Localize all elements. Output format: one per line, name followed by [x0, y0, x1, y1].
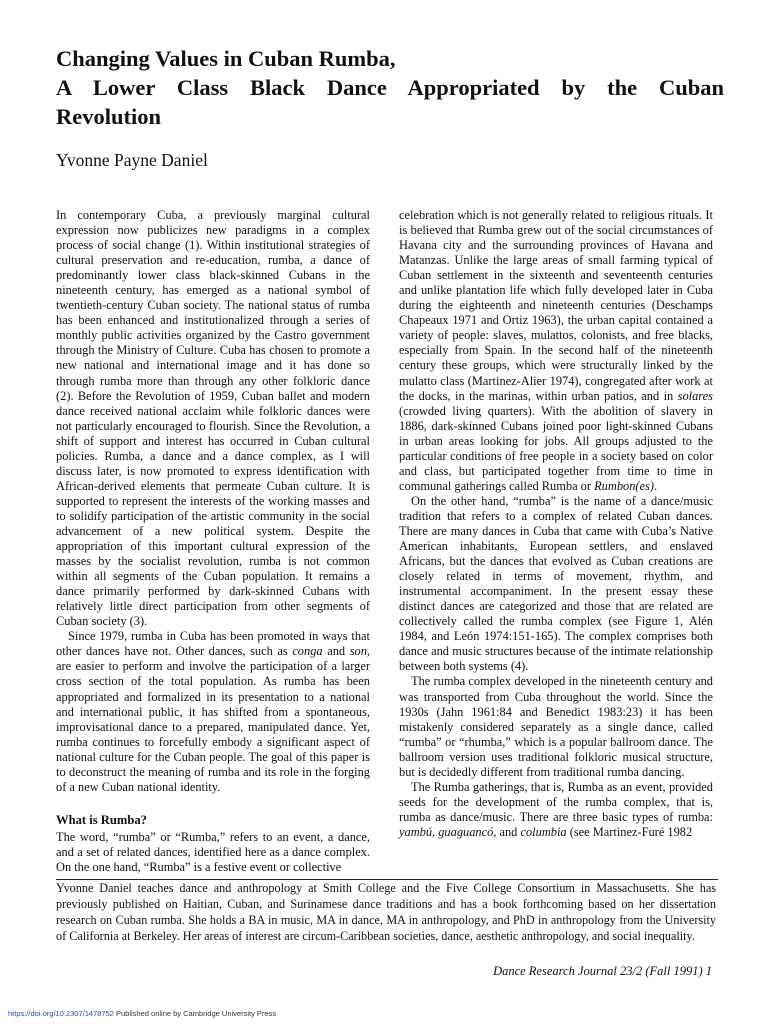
text-run: (see Martinez-Furé 1982	[566, 824, 693, 839]
title-line-2: A Lower Class Black Dance Appropriated by the Cuban	[56, 75, 724, 100]
text-run: and	[322, 644, 350, 659]
italic-term: son	[349, 644, 367, 659]
text-run: Since 1979, rumba in Cuba has been promoted in ways that other dances have not. Other dances, such as	[56, 629, 370, 659]
paragraph: On the other hand, “rumba” is the name of a dance/music tradition that refers to a complex of related Cuban dances. There are many dances in Cuba that came with Cuba’s Native American inhabitants, European settlers, and enslaved Africans, but the dances that evolved as Cuban creations are closely related in terms of movement, rhythm, and instrumental accompaniment. In the present essay these distinct dances are categorized and those that are related are collectively called the rumba complex (see Figure 1, Alén 1984, and León 1974:151-165). The complex comprises both dance and music structures because of the intimate relationship between both systems (4).	[399, 493, 713, 674]
text-run: celebration which is not generally related to religious rituals. It is believed that Rumba grew out of the social circumstances of Havana city and the surrounding provinces of Havana and Matanzas. Unlike the large areas of small farming typical of Cuban settlement in the sixteenth and seventeenth centuries and unlike plantation life which fully developed later in Cuba during the eighteenth and nineteenth centuries (Deschamps Chapeaux 1971 and Ortiz 1963), the urban capital contained a variety of people: slaves, mulattos, colonists, and free blacks, especially from Spain. In the second half of the nineteenth century these groups, which were structurally linked by the mulatto class (Martinez-Alier 1974), congregated after work at the docks, in the marinas, within urban patios, and in	[399, 208, 713, 403]
publisher-note: Published online by Cambridge University Press	[113, 1009, 277, 1018]
body-column-right	[399, 208, 713, 840]
paragraph	[56, 629, 370, 795]
title-line-3: Revolution	[56, 104, 162, 129]
paragraph	[399, 208, 713, 494]
paragraph	[399, 780, 713, 840]
paragraph: The rumba complex developed in the nineteenth century and was transported from Cuba throughout the world. Since the 1930s (Jahn 1961:84 and Benedict 1983:23) it has been mistakenly considered separately as a single dance, called “rumba” or “rhumba,” which is a popular ballroom dance. The ballroom version uses traditional folkloric musical structure, but is decidedly different from traditional rumba dancing.	[399, 674, 713, 779]
italic-term: solares	[677, 388, 713, 403]
italic-term: columbia	[520, 824, 567, 839]
italic-term: conga	[292, 644, 323, 659]
text-run: The Rumba gatherings, that is, Rumba as an event, provided seeds for the development of the rumba complex, that is, rumba as dance/music. There are three basic types of rumba:	[399, 779, 713, 824]
author-name: Yvonne Payne Daniel	[56, 150, 208, 170]
doi-line	[8, 1009, 276, 1018]
title-line-1: Changing Values in Cuban Rumba,	[56, 46, 396, 71]
text-run: .	[653, 478, 658, 493]
body-column-left	[56, 208, 370, 875]
section-heading: What is Rumba?	[56, 812, 147, 827]
article-title	[56, 44, 724, 131]
text-run: and	[496, 824, 521, 839]
text-run: , are easier to perform and involve the participation of a larger cross section of the total population. As rumba has been appropriated and formalized in its presentation to a national and international public, it has shifted from a spontaneous, improvisational dance to a prepared, manipulated dance. Yet, rumba continues to forcefully embody a significant aspect of national culture for the Cuban people. The goal of this paper is to deconstruct the meaning of rumba and its role in the forging of a new Cuban national identity.	[56, 644, 371, 794]
text-run: (crowded living quarters). With the abolition of slavery in 1886, dark-skinned Cubans joined poor light-skinned Cubans in urban areas looking for jobs. All groups adjusted to the particular conditions of free people in a society based on color and class, but participated together from time to time in communal gatherings called Rumba or	[399, 403, 713, 493]
author-footnote: Yvonne Daniel teaches dance and anthropology at Smith College and the Five College Consortium in Massachusetts. She has previously published on Haitian, Cuban, and Surinamese dance traditions and has a book forthcoming based on her dissertation research on Cuban rumba. She holds a BA in music, MA in dance, MA in anthropology, and PhD in anthropology from the University of California at Berkeley. Her areas of interest are circum-Caribbean societies, dance, aesthetic anthropology, and social inequality.	[56, 881, 716, 943]
journal-reference: Dance Research Journal 23/2 (Fall 1991) 1	[493, 964, 712, 978]
paragraph: The word, “rumba” or “Rumba,” refers to an event, a dance, and a set of related dances, identified here as a dance complex. On the one hand, “Rumba” is a festive event or collective	[56, 829, 370, 874]
italic-term: Rumbon(es)	[594, 478, 654, 493]
paragraph: In contemporary Cuba, a previously marginal cultural expression now publicizes new paradigms in a complex process of social change (1). Within institutional strategies of cultural preservation and re-education, rumba, a dance of predominantly lower class black-skinned Cubans in the nineteenth century, has emerged as a national symbol of twentieth-century Cuban society. The national status of rumba has been enhanced and institutionalized through a series of monthly public activities organized by the Castro government through the Ministry of Culture. Cuba has chosen to promote a new national and international image and it has done so through rumba more than through any other folkloric dance (2). Before the Revolution of 1959, Cuban ballet and modern dance received national acclaim while folkloric dances were not particularly encouraged to flourish. Since the Revolution, a shift of support and interest has occurred in Cuban cultural policies. Rumba, a dance and a dance complex, as I will discuss later, is now promoted to express identification with African-derived elements that permeate Cuban culture. It is supported to represent the interests of the working masses and to solidify participation of the artistic community in the social advancement of a new political system. Despite the appropriation of this important cultural expression of the masses by the socialist revolution, rumba is not common within all segments of the Cuban population. It remains a dance primarily performed by dark-skinned Cubans with relatively little direct participation from other segments of Cuban society (3).	[56, 208, 370, 629]
italic-term: yambú, guaguancó,	[399, 824, 497, 839]
doi-link[interactable]: https://doi.org/10.2307/1478752	[8, 1009, 114, 1018]
